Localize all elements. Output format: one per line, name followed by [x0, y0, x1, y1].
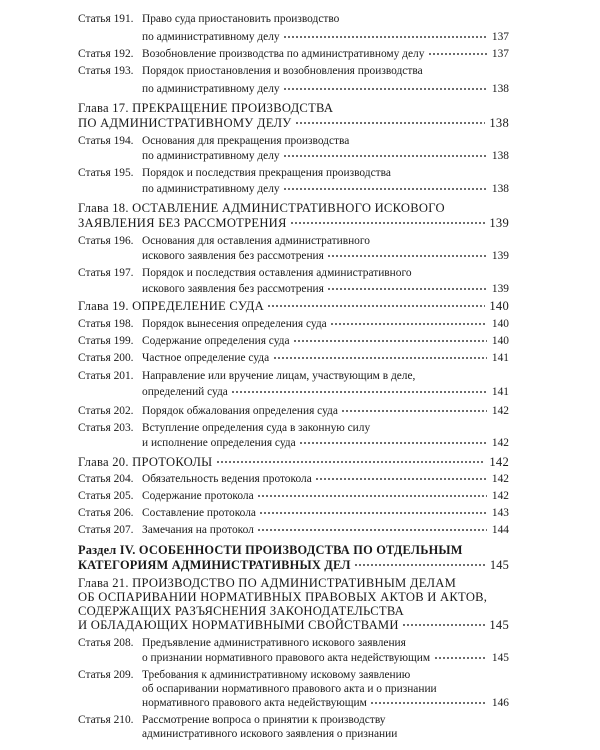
- dot-leader: [294, 334, 487, 344]
- page-number: 137: [491, 31, 509, 43]
- article-title-line: по административному делу: [142, 83, 280, 95]
- dot-leader: [258, 489, 487, 499]
- dot-leader: [371, 696, 487, 706]
- article-title: Направление или вручение лицам, участвующим в деле,: [142, 370, 416, 382]
- section-title-line: КАТЕГОРИЯМ АДМИНИСТРАТИВНЫХ ДЕЛ: [78, 558, 351, 572]
- dot-leader: [284, 82, 487, 92]
- dot-leader: [217, 455, 485, 465]
- article-title-line: и исполнение определения суда: [142, 437, 296, 449]
- chapter-title-line: Глава 21. ПРОИЗВОДСТВО ПО АДМИНИСТРАТИВНЫМ ДЕЛАМ: [78, 576, 457, 590]
- article-title-line: искового заявления без рассмотрения: [142, 283, 324, 295]
- article-title-line: об оспаривании нормативного правового акта и о признании: [142, 683, 437, 695]
- article-title: Основания для прекращения производства: [142, 135, 350, 147]
- article-number: Статья 205.: [78, 490, 134, 502]
- page-number: 142: [491, 473, 509, 485]
- article-title: Замечания на протокол: [142, 524, 254, 536]
- page-number: 139: [489, 216, 509, 230]
- page-number: 138: [489, 116, 509, 130]
- dot-leader: [258, 523, 487, 533]
- article-title: Содержание протокола: [142, 490, 254, 502]
- page-number: 138: [491, 150, 509, 162]
- dot-leader: [328, 282, 487, 292]
- article-title: Требования к административному исковому заявлению: [142, 669, 411, 681]
- dot-leader: [429, 47, 487, 57]
- section-title-line: Раздел IV. ОСОБЕННОСТИ ПРОИЗВОДСТВА ПО ОТДЕЛЬНЫМ: [78, 543, 463, 557]
- page-number: 142: [491, 490, 509, 502]
- article-number: Статья 194.: [78, 135, 134, 147]
- article-title: Порядок и последствия прекращения производства: [142, 167, 391, 179]
- page-number: 141: [491, 352, 509, 364]
- dot-leader: [268, 299, 485, 309]
- article-number: Статья 208.: [78, 637, 134, 649]
- page-number: 146: [491, 697, 509, 709]
- article-title: Порядок приостановления и возобновления производства: [142, 65, 423, 77]
- dot-leader: [355, 558, 485, 568]
- dot-leader: [403, 618, 485, 628]
- article-number: Статья 197.: [78, 267, 134, 279]
- article-number: Статья 207.: [78, 524, 134, 536]
- article-number: Статья 201.: [78, 370, 134, 382]
- page-number: 138: [491, 83, 509, 95]
- chapter-title-line: ОБ ОСПАРИВАНИИ НОРМАТИВНЫХ ПРАВОВЫХ АКТОВ И АКТОВ,: [78, 590, 488, 604]
- article-number: Статья 204.: [78, 473, 134, 485]
- page-number: 139: [491, 283, 509, 295]
- article-title-line: искового заявления без рассмотрения: [142, 250, 324, 262]
- page-number: 142: [491, 437, 509, 449]
- page-number: 141: [491, 386, 509, 398]
- article-title-line: о признании нормативного правового акта недействующим: [142, 652, 431, 664]
- dot-leader: [291, 216, 485, 226]
- dot-leader: [316, 472, 487, 482]
- article-title-line: по административному делу: [142, 31, 280, 43]
- article-number: Статья 206.: [78, 507, 134, 519]
- page-number: 142: [491, 405, 509, 417]
- page-number: 142: [489, 455, 509, 469]
- article-title: Частное определение суда: [142, 352, 270, 364]
- chapter-title-line: Глава 17. ПРЕКРАЩЕНИЕ ПРОИЗВОДСТВА: [78, 101, 334, 115]
- page-number: 140: [491, 335, 509, 347]
- page-number: 139: [491, 250, 509, 262]
- dot-leader: [296, 116, 485, 126]
- article-title-line: административного искового заявления о признании: [142, 728, 398, 740]
- article-number: Статья 191.: [78, 13, 134, 25]
- page-number: 144: [491, 524, 509, 536]
- article-number: Статья 202.: [78, 405, 134, 417]
- chapter-title-line: И ОБЛАДАЮЩИХ НОРМАТИВНЫМИ СВОЙСТВАМИ: [78, 618, 399, 632]
- article-number: Статья 209.: [78, 669, 134, 681]
- article-title-line: по административному делу: [142, 183, 280, 195]
- article-title: Рассмотрение вопроса о принятии к производству: [142, 714, 386, 726]
- article-title: Порядок обжалования определения суда: [142, 405, 338, 417]
- page-number: 138: [491, 183, 509, 195]
- article-number: Статья 203.: [78, 422, 134, 434]
- article-title-line: нормативного правового акта недействующим: [142, 697, 367, 709]
- article-number: Статья 200.: [78, 352, 134, 364]
- dot-leader: [284, 182, 487, 192]
- article-title: Порядок и последствия оставления административного: [142, 267, 412, 279]
- article-number: Статья 195.: [78, 167, 134, 179]
- article-title-line: по административному делу: [142, 150, 280, 162]
- article-title: Составление протокола: [142, 507, 256, 519]
- article-number: Статья 199.: [78, 335, 134, 347]
- dot-leader: [300, 436, 487, 446]
- dot-leader: [232, 385, 487, 395]
- page-number: 145: [489, 618, 509, 632]
- article-title: Предъявление административного искового заявления: [142, 637, 406, 649]
- article-number: Статья 198.: [78, 318, 134, 330]
- article-title: Возобновление производства по административному делу: [142, 48, 425, 60]
- article-number: Статья 196.: [78, 235, 134, 247]
- article-title: Порядок вынесения определения суда: [142, 318, 327, 330]
- article-title: Обязательность ведения протокола: [142, 473, 312, 485]
- article-number: Статья 210.: [78, 714, 134, 726]
- article-title: Основания для оставления административного: [142, 235, 370, 247]
- page-number: 140: [489, 299, 509, 313]
- chapter-title-line: ПО АДМИНИСТРАТИВНОМУ ДЕЛУ: [78, 116, 292, 130]
- dot-leader: [331, 317, 487, 327]
- page-number: 137: [491, 48, 509, 60]
- article-number: Статья 192.: [78, 48, 134, 60]
- dot-leader: [435, 651, 487, 661]
- article-title: Содержание определения суда: [142, 335, 290, 347]
- dot-leader: [260, 506, 487, 516]
- page-number: 140: [491, 318, 509, 330]
- dot-leader: [274, 351, 487, 361]
- article-number: Статья 193.: [78, 65, 134, 77]
- article-title: Право суда приостановить производство: [142, 13, 340, 25]
- dot-leader: [328, 249, 487, 259]
- article-title-line: определений суда: [142, 386, 228, 398]
- chapter-title-line: Глава 18. ОСТАВЛЕНИЕ АДМИНИСТРАТИВНОГО ИСКОВОГО: [78, 201, 445, 215]
- dot-leader: [284, 149, 487, 159]
- dot-leader: [284, 30, 487, 40]
- article-title: Вступление определения суда в законную силу: [142, 422, 371, 434]
- page-number: 143: [491, 507, 509, 519]
- dot-leader: [342, 404, 487, 414]
- chapter-title-line: Глава 19. ОПРЕДЕЛЕНИЕ СУДА: [78, 299, 264, 313]
- page-number: 145: [491, 652, 509, 664]
- chapter-title-line: ЗАЯВЛЕНИЯ БЕЗ РАССМОТРЕНИЯ: [78, 216, 287, 230]
- chapter-title-line: Глава 20. ПРОТОКОЛЫ: [78, 455, 213, 469]
- chapter-title-line: СОДЕРЖАЩИХ РАЗЪЯСНЕНИЯ ЗАКОНОДАТЕЛЬСТВА: [78, 604, 405, 618]
- page-number: 145: [489, 558, 509, 572]
